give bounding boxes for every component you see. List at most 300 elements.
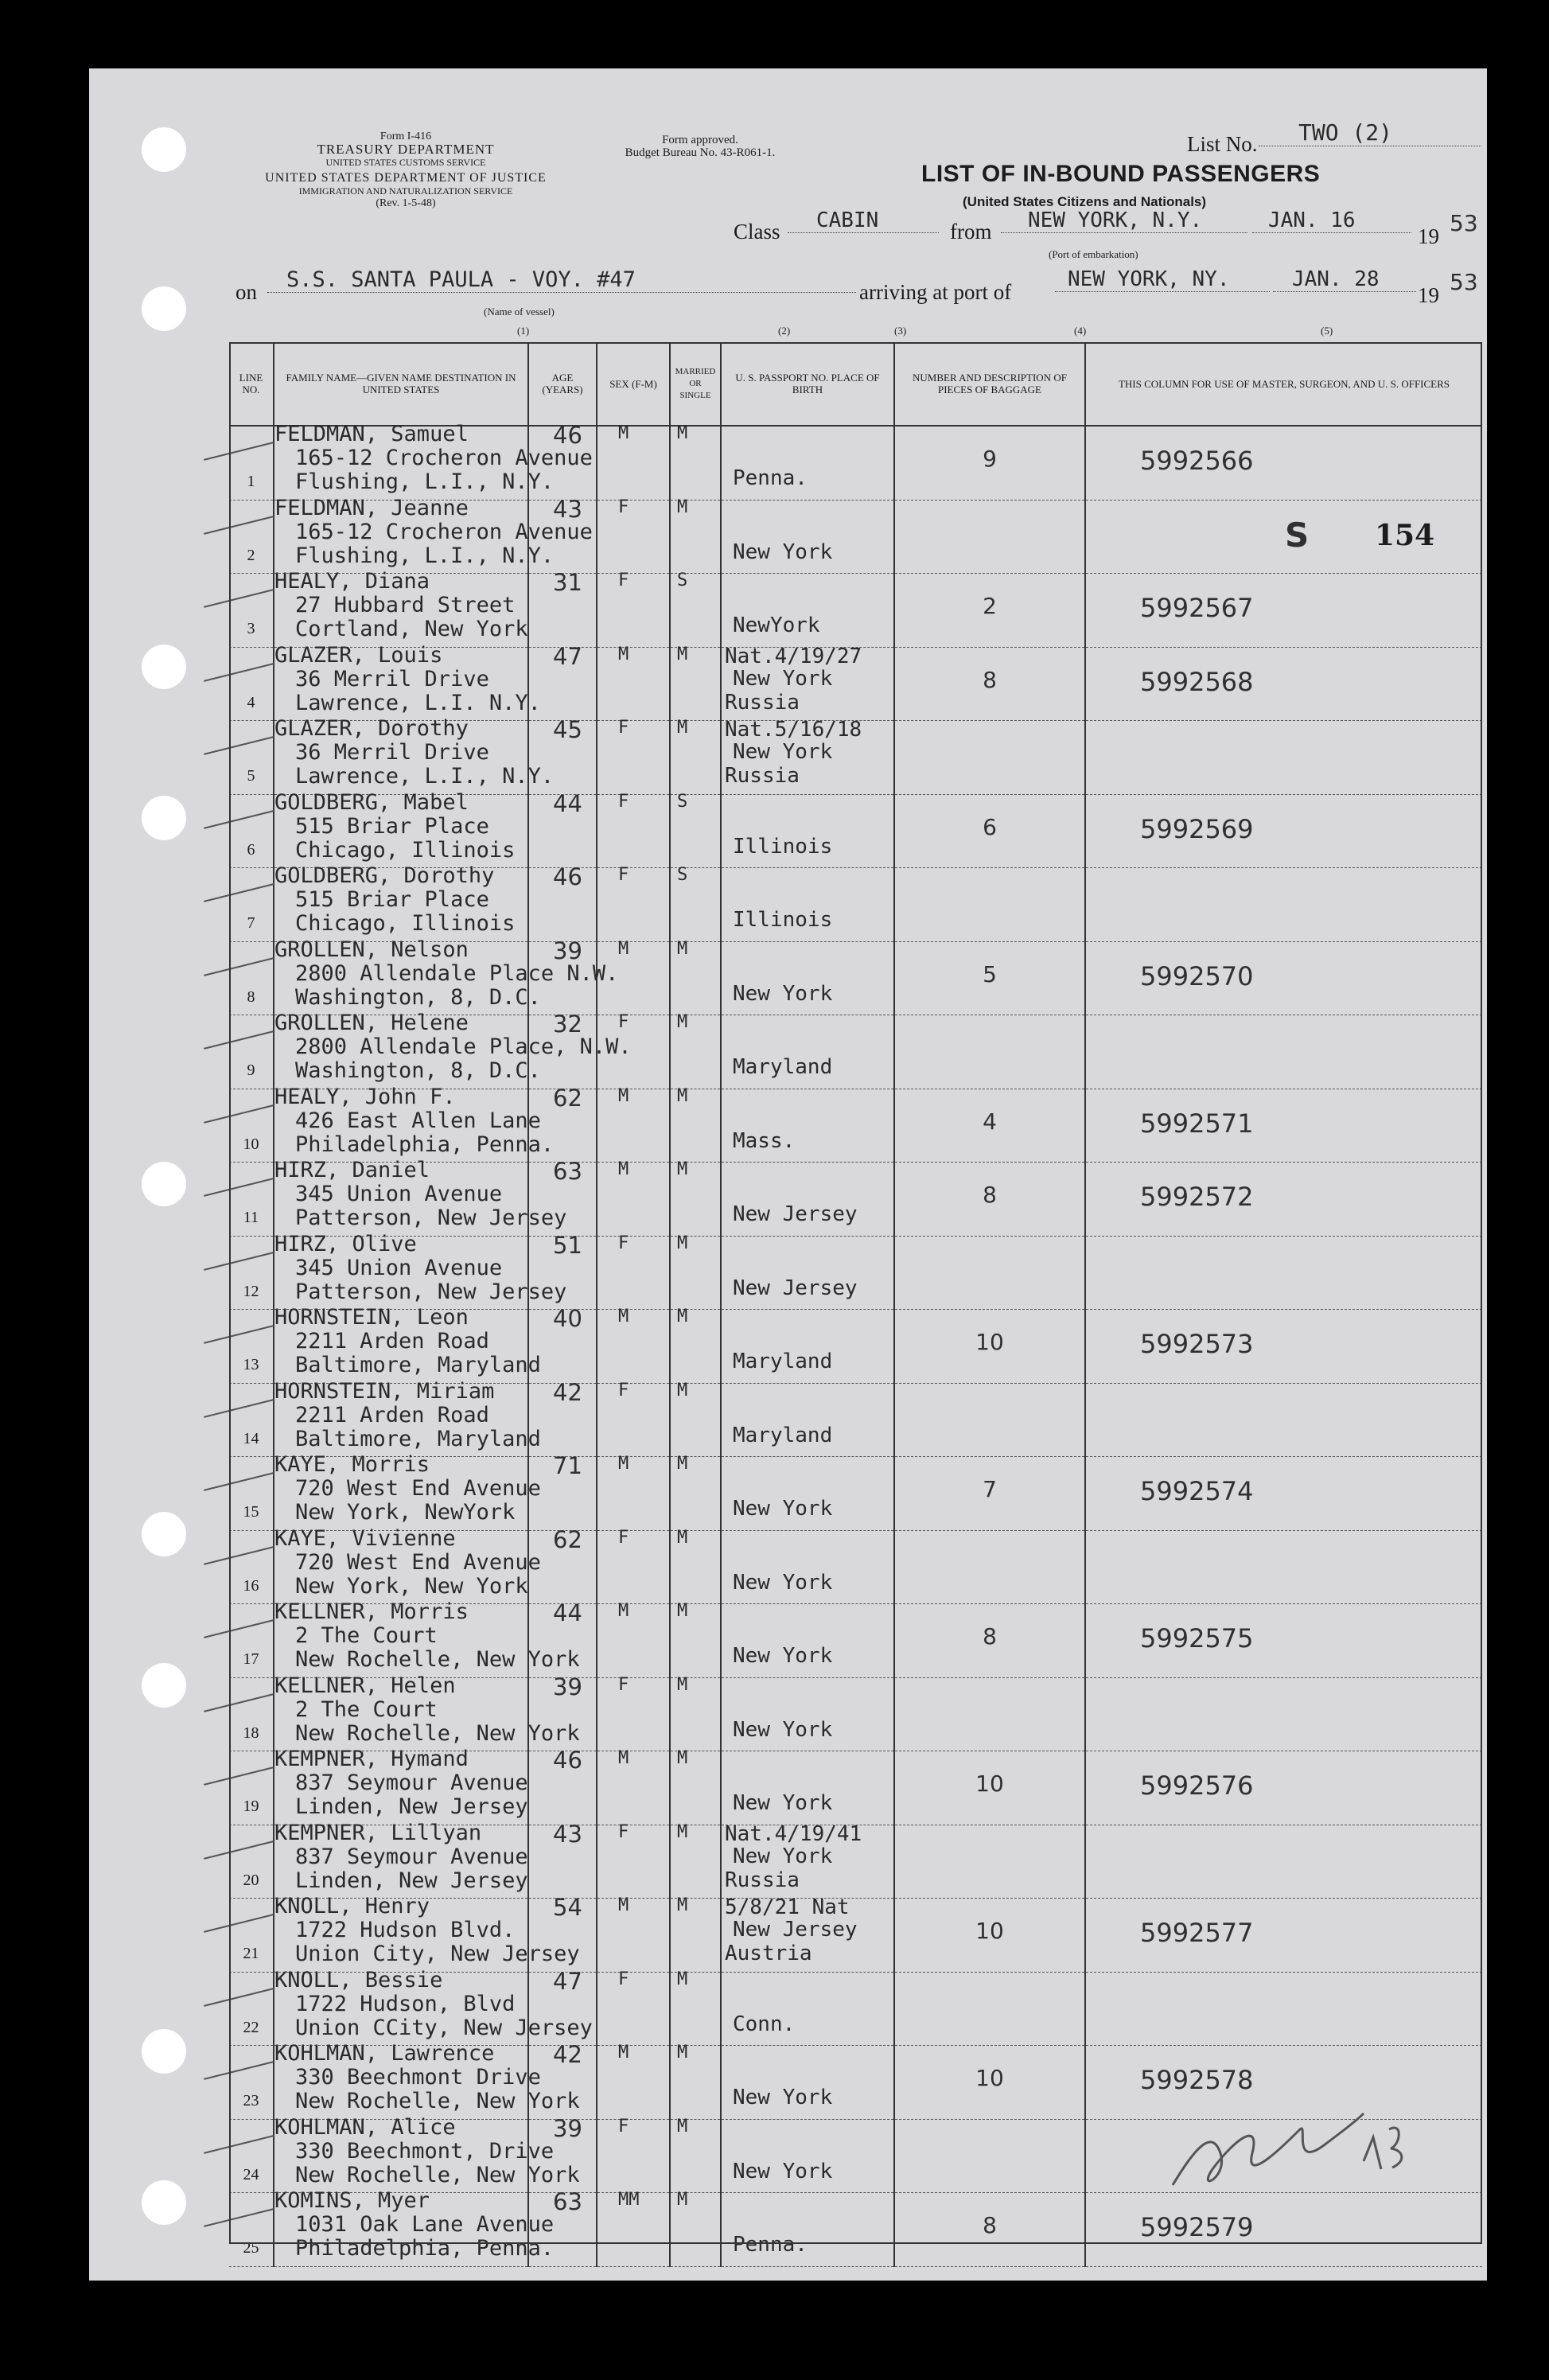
birth-cell xyxy=(721,1163,894,1237)
line-number: 18 xyxy=(243,1724,259,1742)
birth-cell xyxy=(721,1972,894,2046)
table-row xyxy=(229,647,1482,721)
baggage-count: 9 xyxy=(983,446,997,472)
line-number: 20 xyxy=(243,1871,259,1889)
line-number: 23 xyxy=(243,2092,259,2109)
birth-cell xyxy=(721,1015,894,1089)
ticket-number: 5992569 xyxy=(1140,813,1254,844)
birth-cell xyxy=(721,1236,894,1310)
customs-service: UNITED STATES CUSTOMS SERVICE xyxy=(325,157,486,168)
married-cell xyxy=(670,1085,721,1163)
age-cell xyxy=(528,937,597,1015)
header-baggage: NUMBER AND DESCRIPTION OF PIECES OF BAGGAGE xyxy=(894,342,1085,426)
birth-place: New Jersey xyxy=(733,1918,858,1942)
birth-place: NewYork xyxy=(733,614,820,637)
officer-cell xyxy=(1085,941,1482,1015)
sex-cell xyxy=(597,1601,670,1678)
name-cell xyxy=(274,1747,528,1825)
birth-cell xyxy=(721,1530,894,1604)
col-number: (4) xyxy=(1074,325,1087,337)
age-value: 39 xyxy=(553,1673,582,1700)
baggage-cell xyxy=(894,868,1085,942)
age-cell xyxy=(528,422,597,500)
officer-cell xyxy=(1085,574,1482,648)
married-cell xyxy=(670,1895,721,1973)
birth-place: New York xyxy=(733,666,833,691)
col-number: (5) xyxy=(1321,325,1333,337)
marital-value: M xyxy=(677,2190,688,2210)
line-number: 12 xyxy=(243,1282,259,1300)
line-cell xyxy=(229,1457,274,1531)
marital-value: M xyxy=(677,2116,688,2137)
table-row xyxy=(229,1310,1482,1384)
married-cell xyxy=(670,1380,721,1457)
birth-cell xyxy=(721,1310,894,1384)
line-number: 8 xyxy=(247,987,255,1006)
line-cell xyxy=(229,1530,274,1604)
punch-hole xyxy=(142,2029,186,2074)
birth-place: New York xyxy=(733,1844,833,1868)
age-value: 46 xyxy=(553,422,582,449)
table-row xyxy=(229,1163,1482,1237)
sex-value: M xyxy=(618,644,629,664)
marital-value: M xyxy=(677,1307,688,1326)
line-number: 15 xyxy=(243,1503,259,1521)
baggage-count: 10 xyxy=(975,1329,1004,1355)
marital-value: S xyxy=(677,791,688,812)
baggage-cell xyxy=(894,1457,1085,1531)
embark-port: NEW YORK, N.Y. xyxy=(1001,208,1247,233)
age-cell xyxy=(528,1011,597,1089)
officer-cell xyxy=(1085,868,1482,942)
sex-cell xyxy=(597,1821,670,1899)
birth-place: Conn. xyxy=(733,2012,796,2036)
address-street: 1722 Hudson, Blvd xyxy=(295,1991,516,2016)
sex-value: M xyxy=(618,1895,629,1915)
marital-value: M xyxy=(677,1821,688,1842)
baggage-count: 10 xyxy=(975,1770,1004,1797)
line-number: 19 xyxy=(243,1798,259,1815)
sex-cell xyxy=(597,791,670,868)
line-number: 22 xyxy=(243,2018,259,2036)
line-number: 13 xyxy=(243,1356,259,1373)
col-number: (2) xyxy=(778,325,791,337)
baggage-count: 4 xyxy=(983,1108,997,1135)
birth-place: New York xyxy=(733,1497,833,1521)
birth-place: New York xyxy=(733,1570,833,1595)
passenger-name: KEMPNER, Hymand xyxy=(274,1747,469,1771)
header-officers: THIS COLUMN FOR USE OF MASTER, SURGEON, AND U. S. OFFICERS xyxy=(1085,342,1482,426)
age-value: 46 xyxy=(553,863,582,890)
birth-place: Illinois xyxy=(733,834,833,859)
birth-place: Maryland xyxy=(733,1423,833,1447)
arrival-date: JAN. 28 xyxy=(1273,267,1416,292)
age-cell xyxy=(528,1599,597,1678)
table-header-row xyxy=(229,342,1482,426)
baggage-cell xyxy=(894,1310,1085,1384)
officer-cell xyxy=(1085,1457,1482,1531)
age-cell xyxy=(528,1747,597,1825)
marital-value: S xyxy=(677,865,688,885)
sex-cell xyxy=(597,938,670,1015)
name-cell xyxy=(274,1158,567,1237)
punch-hole xyxy=(142,1663,186,1708)
age-value: 43 xyxy=(553,1820,582,1848)
header-passport: U. S. PASSPORT NO. PLACE OF BIRTH xyxy=(721,342,894,426)
address-city: New York, New York xyxy=(295,1573,528,1599)
page-title: LIST OF IN-BOUND PASSENGERS xyxy=(921,161,1321,187)
baggage-cell xyxy=(894,1972,1085,2046)
age-cell xyxy=(528,1525,597,1604)
line-cell xyxy=(229,1383,274,1457)
line-cell xyxy=(229,721,274,795)
age-value: 42 xyxy=(553,2041,582,2068)
sex-value: F xyxy=(618,718,629,738)
col-number: (3) xyxy=(894,325,907,337)
ticket-number: 5992576 xyxy=(1140,1770,1254,1801)
married-cell xyxy=(670,1012,721,1089)
birth-place: New York xyxy=(733,740,833,764)
age-cell xyxy=(528,1305,597,1384)
birth-cell xyxy=(721,868,894,942)
birth-place: New York xyxy=(733,981,833,1006)
line-cell xyxy=(229,1677,274,1751)
officer-cell xyxy=(1085,1972,1482,2046)
sex-cell xyxy=(597,1233,670,1310)
header-age: AGE (YEARS) xyxy=(528,342,597,426)
married-cell xyxy=(670,1527,721,1604)
birth-cell xyxy=(721,794,894,868)
name-cell xyxy=(274,863,528,942)
baggage-count: 8 xyxy=(983,666,997,693)
address-city: Washington, 8, D.C. xyxy=(295,1058,541,1083)
line-cell xyxy=(229,941,274,1015)
line-number: 7 xyxy=(247,914,255,932)
birth-cell xyxy=(721,500,894,574)
line-cell xyxy=(229,1236,274,1310)
sex-cell xyxy=(597,1527,670,1604)
passenger-name: HORNSTEIN, Leon xyxy=(274,1305,469,1330)
age-cell xyxy=(528,495,597,574)
officer-cell xyxy=(1085,1677,1482,1751)
address-street: 2800 Allendale Place N.W. xyxy=(295,960,619,986)
address-city: Lawrence, L.I., N.Y. xyxy=(295,764,555,789)
address-city: Baltimore, Maryland xyxy=(295,1426,541,1451)
address-city: Washington, 8, D.C. xyxy=(295,984,541,1010)
address-street: 345 Union Avenue xyxy=(295,1182,503,1206)
sex-cell xyxy=(597,497,670,574)
line-number: 10 xyxy=(243,1135,259,1153)
baggage-cell xyxy=(894,1604,1085,1678)
age-value: 45 xyxy=(553,716,582,743)
address-city: Patterson, New Jersey xyxy=(295,1206,567,1230)
address-street: 2211 Arden Road xyxy=(295,1329,489,1354)
address-street: 330 Beechmont Drive xyxy=(295,2065,541,2090)
line-cell xyxy=(229,1310,274,1384)
birth-country: Russia xyxy=(725,1868,800,1892)
age-cell xyxy=(528,1894,597,1973)
baggage-cell xyxy=(894,1089,1085,1163)
sex-cell xyxy=(597,423,670,500)
marital-value: M xyxy=(677,1895,688,1915)
address-city: Linden, New Jersey xyxy=(295,1794,528,1819)
baggage-cell xyxy=(894,1163,1085,1237)
line-cell xyxy=(229,2046,274,2120)
sex-value: M xyxy=(618,938,629,959)
marital-value: M xyxy=(677,1159,688,1179)
age-cell xyxy=(528,2114,597,2193)
birth-place: New York xyxy=(733,1644,833,1668)
age-cell xyxy=(528,1673,597,1751)
sex-cell xyxy=(597,1674,670,1751)
officer-cell xyxy=(1085,1163,1482,1237)
address-street: 2 The Court xyxy=(295,1623,438,1648)
address-street: 426 East Allen Lane xyxy=(295,1108,541,1133)
baggage-cell xyxy=(894,1015,1085,1089)
baggage-cell xyxy=(894,941,1085,1015)
punch-hole xyxy=(142,286,186,331)
passenger-name: GROLLEN, Nelson xyxy=(274,937,469,962)
age-cell xyxy=(528,789,597,868)
marital-value: M xyxy=(677,1969,688,1989)
age-value: 39 xyxy=(553,2114,582,2142)
address-street: 720 West End Avenue xyxy=(295,1549,541,1575)
age-cell xyxy=(528,863,597,942)
age-value: 62 xyxy=(553,1525,582,1553)
officer-cell xyxy=(1085,1015,1482,1089)
address-street: 515 Briar Place xyxy=(295,813,489,839)
naturalization-date: 5/8/21 Nat xyxy=(725,1895,850,1919)
marital-value: M xyxy=(677,1527,688,1548)
baggage-cell xyxy=(894,1899,1085,1973)
ticket-number: 5992566 xyxy=(1140,446,1254,476)
sex-cell xyxy=(597,571,670,648)
birth-cell xyxy=(721,2046,894,2120)
birth-place: New Jersey xyxy=(733,1202,858,1226)
line-cell xyxy=(229,574,274,648)
age-value: 39 xyxy=(553,937,582,964)
immigration-service: IMMIGRATION AND NATURALIZATION SERVICE xyxy=(298,185,513,197)
name-cell xyxy=(274,569,528,648)
naturalization-date: Nat.4/19/41 xyxy=(725,1821,862,1846)
marital-value: M xyxy=(677,1380,688,1400)
ticket-number: 5992577 xyxy=(1140,1918,1254,1948)
sex-value: M xyxy=(618,1748,629,1768)
address-street: 345 Union Avenue xyxy=(295,1255,503,1280)
punch-hole xyxy=(142,1512,186,1556)
sex-value: M xyxy=(618,1601,629,1621)
sex-value: F xyxy=(618,1527,629,1548)
form-approval xyxy=(581,134,819,159)
sex-value: M xyxy=(618,1454,629,1474)
age-cell xyxy=(528,1158,597,1237)
married-cell xyxy=(670,423,721,500)
birth-place: New York xyxy=(733,2086,833,2109)
baggage-count: 10 xyxy=(975,2065,1004,2091)
header-name: FAMILY NAME—GIVEN NAME DESTINATION IN UNITED STATES xyxy=(274,342,528,426)
passenger-table xyxy=(229,342,1482,2267)
sex-cell xyxy=(597,1969,670,2046)
address-city: Union City, New Jersey xyxy=(295,1942,580,1966)
table-row xyxy=(229,1457,1482,1531)
married-cell xyxy=(670,791,721,868)
sex-value: M xyxy=(618,1085,629,1106)
sex-value: F xyxy=(618,1012,629,1032)
officer-cell xyxy=(1085,1089,1482,1163)
officer-cell xyxy=(1085,2193,1482,2267)
birth-cell xyxy=(721,1604,894,1678)
age-value: 63 xyxy=(553,2188,582,2215)
list-number: TWO (2) xyxy=(1259,119,1481,146)
line-cell xyxy=(229,868,274,942)
age-cell xyxy=(528,2188,597,2267)
punch-hole xyxy=(142,2180,186,2225)
address-street: 515 Briar Place xyxy=(295,887,489,912)
ticket-number: 5992567 xyxy=(1140,593,1254,623)
sex-value: F xyxy=(618,571,629,590)
passenger-name: KELLNER, Morris xyxy=(274,1599,469,1624)
arrival-port: NEW YORK, NY. xyxy=(1055,267,1270,292)
sex-value: F xyxy=(618,497,629,517)
married-cell xyxy=(670,1307,721,1384)
passenger-name: GLAZER, Louis xyxy=(274,642,443,668)
married-cell xyxy=(670,2116,721,2193)
line-cell xyxy=(229,2119,274,2193)
age-cell xyxy=(528,1378,597,1457)
address-city: Cortland, New York xyxy=(295,617,528,641)
ticket-number: 5992568 xyxy=(1140,666,1254,697)
line-cell xyxy=(229,1751,274,1825)
marital-value: M xyxy=(677,1085,688,1106)
sex-value: F xyxy=(618,1821,629,1842)
marital-value: M xyxy=(677,1454,688,1474)
baggage-cell xyxy=(894,2046,1085,2120)
address-city: Patterson, New Jersey xyxy=(295,1279,567,1304)
marital-value: M xyxy=(677,2043,688,2063)
passenger-name: HIRZ, Olive xyxy=(274,1231,417,1256)
officer-cell xyxy=(1085,1383,1482,1457)
sex-value: M xyxy=(618,1159,629,1179)
address-street: 165-12 Crocheron Avenue xyxy=(295,446,593,470)
sex-value: F xyxy=(618,2116,629,2137)
signature xyxy=(1165,2098,1435,2201)
stamp-number: 154 xyxy=(1375,519,1435,552)
ticket-number: 5992578 xyxy=(1140,2065,1254,2095)
sex-cell xyxy=(597,1895,670,1973)
marital-value: M xyxy=(677,1233,688,1253)
address-city: Chicago, Illinois xyxy=(295,911,516,936)
line-number: 14 xyxy=(243,1429,259,1447)
married-cell xyxy=(670,1748,721,1825)
agency-block xyxy=(231,130,581,210)
table-row xyxy=(229,1089,1482,1163)
line-number: 17 xyxy=(243,1650,259,1668)
baggage-count: 10 xyxy=(975,1918,1004,1944)
marital-value: S xyxy=(677,571,688,590)
birth-cell xyxy=(721,1383,894,1457)
line-number: 5 xyxy=(247,767,255,785)
baggage-cell xyxy=(894,1236,1085,1310)
birth-country: Russia xyxy=(725,764,800,788)
age-cell xyxy=(528,2041,597,2120)
name-cell xyxy=(274,1305,541,1384)
birth-place: Penna. xyxy=(733,466,808,490)
address-city: Chicago, Illinois xyxy=(295,837,516,863)
table-row xyxy=(229,574,1482,648)
sex-value: F xyxy=(618,865,629,885)
line-number: 2 xyxy=(247,546,255,564)
baggage-cell xyxy=(894,1751,1085,1825)
line-cell xyxy=(229,1089,274,1163)
line-number: 16 xyxy=(243,1576,259,1595)
name-cell xyxy=(274,1231,567,1310)
sex-cell xyxy=(597,1307,670,1384)
age-value: 51 xyxy=(553,1231,582,1259)
marital-value: M xyxy=(677,718,688,738)
sex-value: M xyxy=(618,423,629,443)
sex-value: F xyxy=(618,1674,629,1695)
sex-cell xyxy=(597,2116,670,2193)
passenger-name: KELLNER, Helen xyxy=(274,1673,456,1698)
officer-cell xyxy=(1085,426,1482,500)
naturalization-date: Nat.5/16/18 xyxy=(725,718,862,742)
age-value: 32 xyxy=(553,1011,582,1038)
address-street: 837 Seymour Avenue xyxy=(295,1844,528,1869)
officer-cell xyxy=(1085,647,1482,721)
revision-date: (Rev. 1-5-48) xyxy=(376,197,436,209)
address-city: Flushing, L.I., N.Y. xyxy=(295,469,555,494)
sex-cell xyxy=(597,2043,670,2120)
header-line: LINE NO. xyxy=(229,342,274,426)
on-label: on xyxy=(235,280,257,304)
address-city: New Rochelle, New York xyxy=(295,2162,580,2187)
address-city: New Rochelle, New York xyxy=(295,1647,580,1672)
table-row xyxy=(229,794,1482,868)
embark-year: 53 xyxy=(1450,210,1478,236)
arriving-label: arriving at port of xyxy=(859,280,1012,304)
marital-value: M xyxy=(677,938,688,959)
birth-cell xyxy=(721,426,894,500)
table-row xyxy=(229,1383,1482,1457)
address-city: New Rochelle, New York xyxy=(295,2089,580,2113)
birth-place: Maryland xyxy=(733,1350,833,1373)
age-value: 42 xyxy=(553,1378,582,1406)
baggage-cell xyxy=(894,647,1085,721)
passenger-name: KAYE, Morris xyxy=(274,1452,430,1477)
address-street: 2800 Allendale Place, N.W. xyxy=(295,1034,632,1059)
address-city: Philadelphia, Penna. xyxy=(295,1132,555,1157)
birth-place: Mass. xyxy=(733,1128,796,1153)
header-married: MARRIED OR SINGLE xyxy=(670,342,721,426)
budget-bureau-number: Budget Bureau No. 43-R061-1. xyxy=(625,146,776,159)
address-street: 837 Seymour Avenue xyxy=(295,1770,528,1795)
birth-place: New York xyxy=(733,1791,833,1815)
line-cell xyxy=(229,1899,274,1973)
birth-cell xyxy=(721,1089,894,1163)
class-value: CABIN xyxy=(788,208,939,233)
header-sex: SEX (F-M) xyxy=(597,342,670,426)
address-street: 165-12 Crocheron Avenue xyxy=(295,519,593,544)
married-cell xyxy=(670,718,721,795)
passenger-name: HEALY, John F. xyxy=(274,1084,456,1109)
sex-value: M xyxy=(618,1307,629,1326)
name-cell xyxy=(274,2188,555,2267)
address-city: New Rochelle, New York xyxy=(295,1720,580,1746)
table-row xyxy=(229,1751,1482,1825)
naturalization-date: Nat.4/19/27 xyxy=(725,644,862,668)
sex-cell xyxy=(597,1748,670,1825)
baggage-cell xyxy=(894,794,1085,868)
